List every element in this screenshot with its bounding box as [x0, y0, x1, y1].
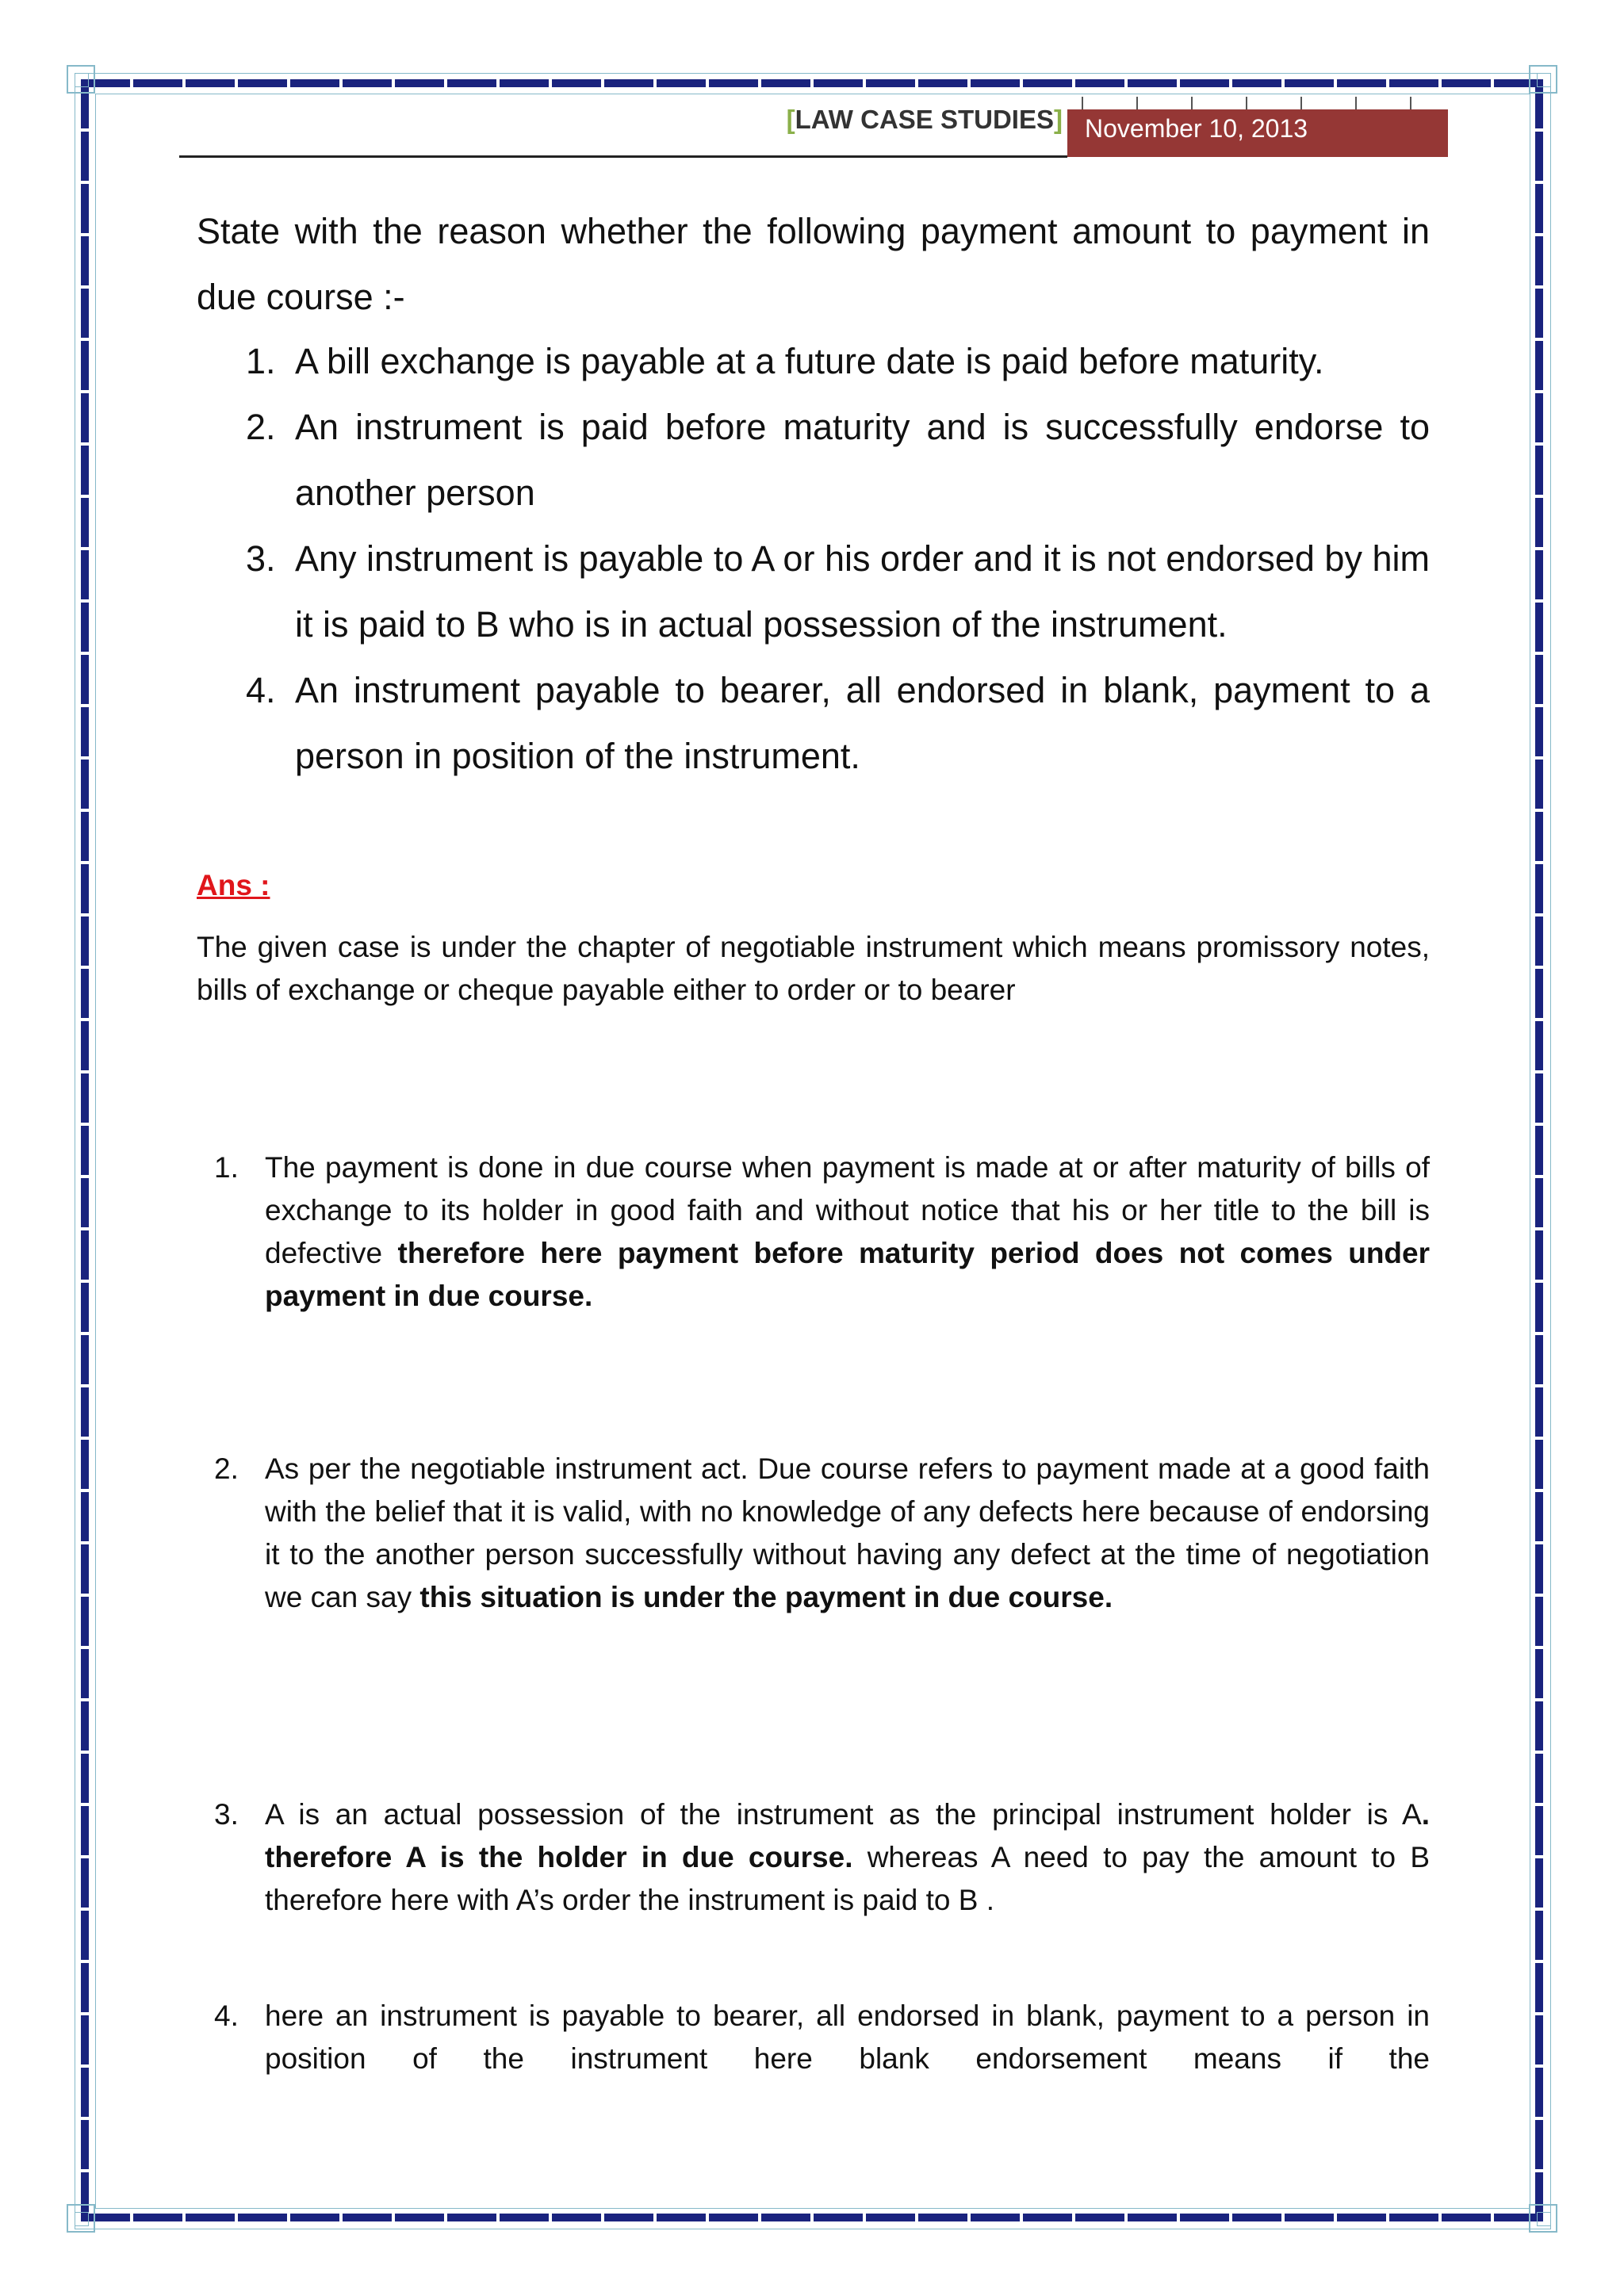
answer-label: Ans :: [197, 869, 270, 901]
answer-item: [197, 1448, 1430, 1619]
answer-text: [265, 1995, 1430, 2080]
page-border-bottom: [81, 2214, 1543, 2221]
question-number: 2.: [246, 407, 276, 447]
question-text: A bill exchange is payable at a future date is paid before maturity.: [295, 341, 1324, 381]
question-item: [197, 526, 1430, 657]
answer-number: 1.: [214, 1151, 239, 1184]
answer-item: [197, 1995, 1430, 2080]
page-border-top: [81, 79, 1543, 87]
page-border-left: [81, 79, 89, 2221]
answer-body: here an instrument is payable to bearer, all endorsed in blank, payment to a person in position of the instrument here blank endorsement means if the: [265, 1999, 1430, 2075]
answer-text: [265, 1146, 1430, 1318]
answer-conclusion: . therefore A is the holder in due course.: [265, 1798, 1430, 1873]
question-intro: State with the reason whether the following payment amount to payment in due course :-: [197, 211, 1430, 317]
header-title: [761, 105, 1063, 135]
header-date: November 10, 2013: [1067, 109, 1448, 157]
corner-ornament-top-right: [1529, 65, 1557, 94]
answer-conclusion: this situation is under the payment in due course.: [419, 1581, 1113, 1613]
page-border-right: [1535, 79, 1543, 2221]
answer-conclusion: therefore here payment before maturity period does not comes under payment in due course.: [265, 1237, 1430, 1312]
question-number: 3.: [246, 538, 276, 579]
question-list: [197, 328, 1430, 789]
bracket-open: [: [786, 105, 795, 134]
corner-ornament-bottom-right: [1529, 2204, 1557, 2233]
header-rule: [179, 155, 1067, 158]
answer-item: [197, 1146, 1430, 1318]
question-text: An instrument is paid before maturity and is successfully endorse to another person: [295, 407, 1430, 513]
answer-text: [265, 1448, 1430, 1619]
question-text: Any instrument is payable to A or his order and it is not endorsed by him it is paid to B who is in actual possession of the instrument.: [295, 538, 1430, 645]
question-item: [197, 657, 1430, 789]
corner-ornament-bottom-left: [67, 2204, 95, 2233]
answer-number: 2.: [214, 1452, 239, 1485]
bracket-close: ]: [1054, 105, 1063, 134]
answer-number: 3.: [214, 1798, 239, 1831]
answer-number: 4.: [214, 1999, 239, 2032]
question-item: [197, 394, 1430, 526]
answer-text: [265, 1793, 1430, 1922]
answer-intro: The given case is under the chapter of negotiable instrument which means promissory notes, bills of exchange or cheque payable either to order or to bearer: [197, 931, 1430, 1006]
question-number: 1.: [246, 341, 276, 381]
answer-body: A is an actual possession of the instrument as the principal instrument holder is A: [265, 1798, 1422, 1831]
answer-body-continued: whereas A need to pay the amount to B therefore here with A’s order the instrument is paid to B .: [265, 1841, 1431, 1916]
header-title-text: LAW CASE STUDIES: [795, 105, 1054, 134]
question-text: An instrument payable to bearer, all endorsed in blank, payment to a person in position of the instrument.: [295, 670, 1430, 776]
answer-body: As per the negotiable instrument act. Due course refers to payment made at a good faith with the belief that it is valid, with no knowledge of any defects here because of endorsing it to the another person successfully without having any defect at the time of negotiation we can say: [265, 1452, 1430, 1613]
corner-ornament-top-left: [67, 65, 95, 94]
answer-body: The payment is done in due course when payment is made at or after maturity of bills of exchange to its holder in good faith and without notice that his or her title to the bill is defective: [265, 1151, 1430, 1269]
question-number: 4.: [246, 670, 276, 710]
answer-item: [197, 1793, 1430, 1922]
question-item: [197, 328, 1430, 394]
